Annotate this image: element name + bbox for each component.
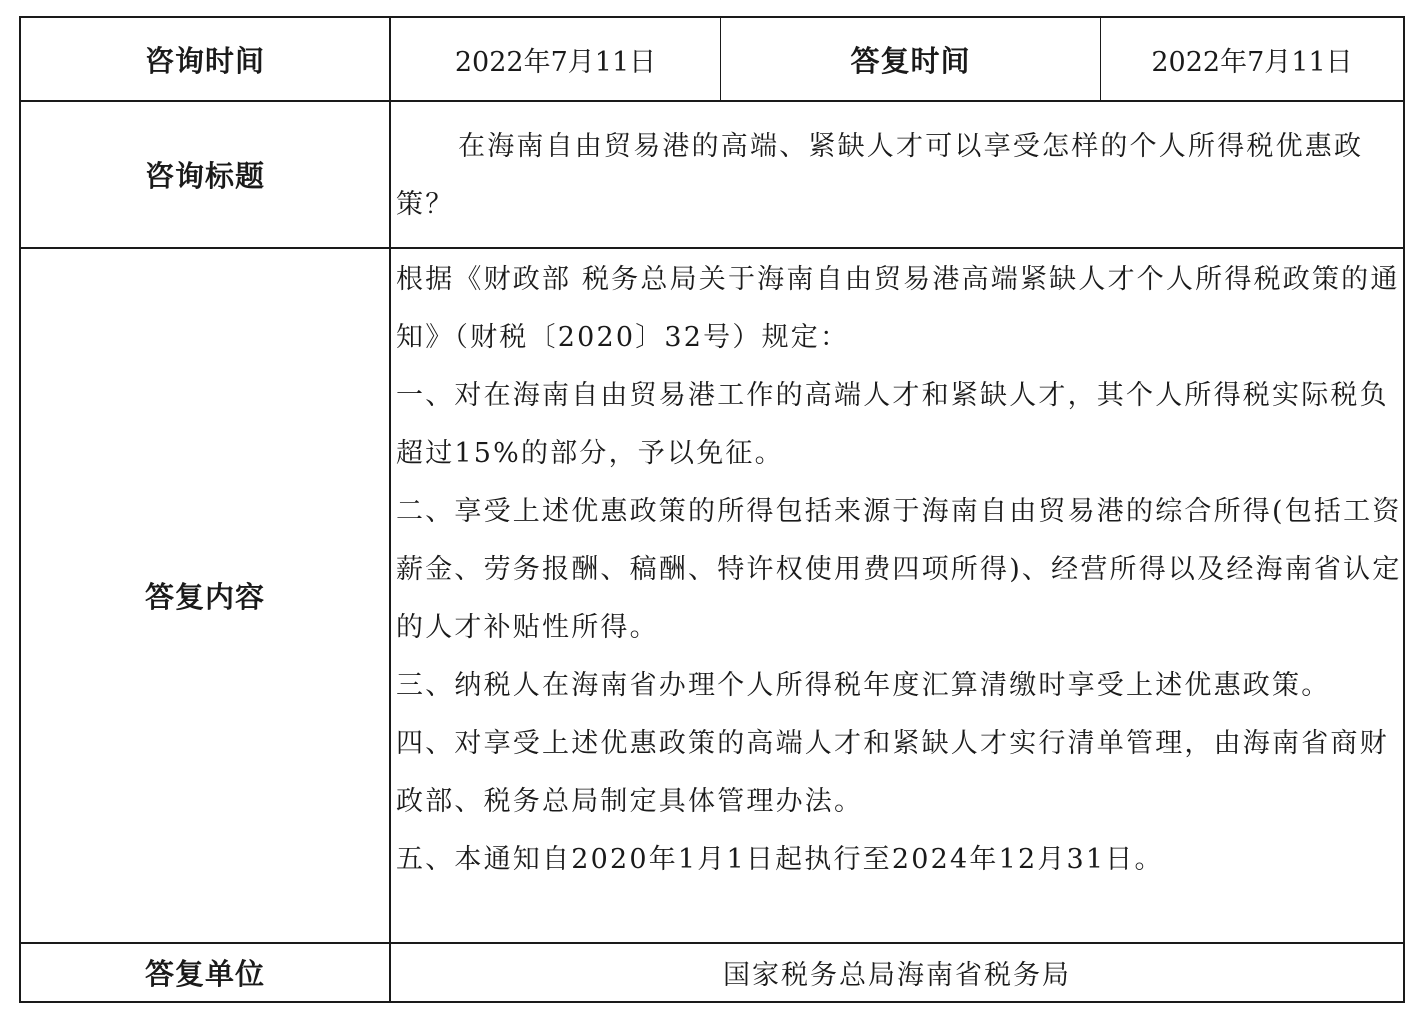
content-paragraph: 一、对在海南自由贸易港工作的高端人才和紧缺人才，其个人所得税实际税负超过15%的部分，予以免征。 [396,380,1389,469]
consult-title-text: 在海南自由贸易港的高端、紧缺人才可以享受怎样的个人所得税优惠政策？ [396,131,1364,220]
content-paragraph: 三、纳税人在海南省办理个人所得税年度汇算清缴时享受上述优惠政策。 [396,670,1331,701]
reply-time-value: 2022年7月11日 [1151,46,1353,78]
content-cell [391,251,1403,941]
reply-time-label: 答复时间 [850,43,971,78]
consultation-table [19,16,1405,1003]
content-paragraph: 根据《财政部 税务总局关于海南自由贸易港高端紧缺人才个人所得税政策的通知》（财税〔2020〕32号）规定： [396,264,1400,353]
unit-value: 国家税务总局海南省税务局 [723,960,1071,991]
consult-time-value: 2022年7月11日 [454,46,657,78]
content-paragraph: 五、本通知自2020年1月1日起执行至2024年12月31日。 [396,844,1164,875]
unit-label: 答复单位 [144,957,265,991]
consult-time-label: 咨询时间 [144,43,265,78]
content-label: 答复内容 [144,580,265,614]
title-label: 咨询标题 [144,159,265,193]
content-paragraph: 四、对享受上述优惠政策的高端人才和紧缺人才实行清单管理，由海南省商财政部、税务总局制定具体管理办法。 [396,728,1389,817]
content-paragraph: 二、享受上述优惠政策的所得包括来源于海南自由贸易港的综合所得(包括工资薪金、劳务报酬、稿酬、特许权使用费四项所得)、经营所得以及经海南省认定的人才补贴性所得。 [396,496,1402,643]
title-cell [391,118,1397,243]
